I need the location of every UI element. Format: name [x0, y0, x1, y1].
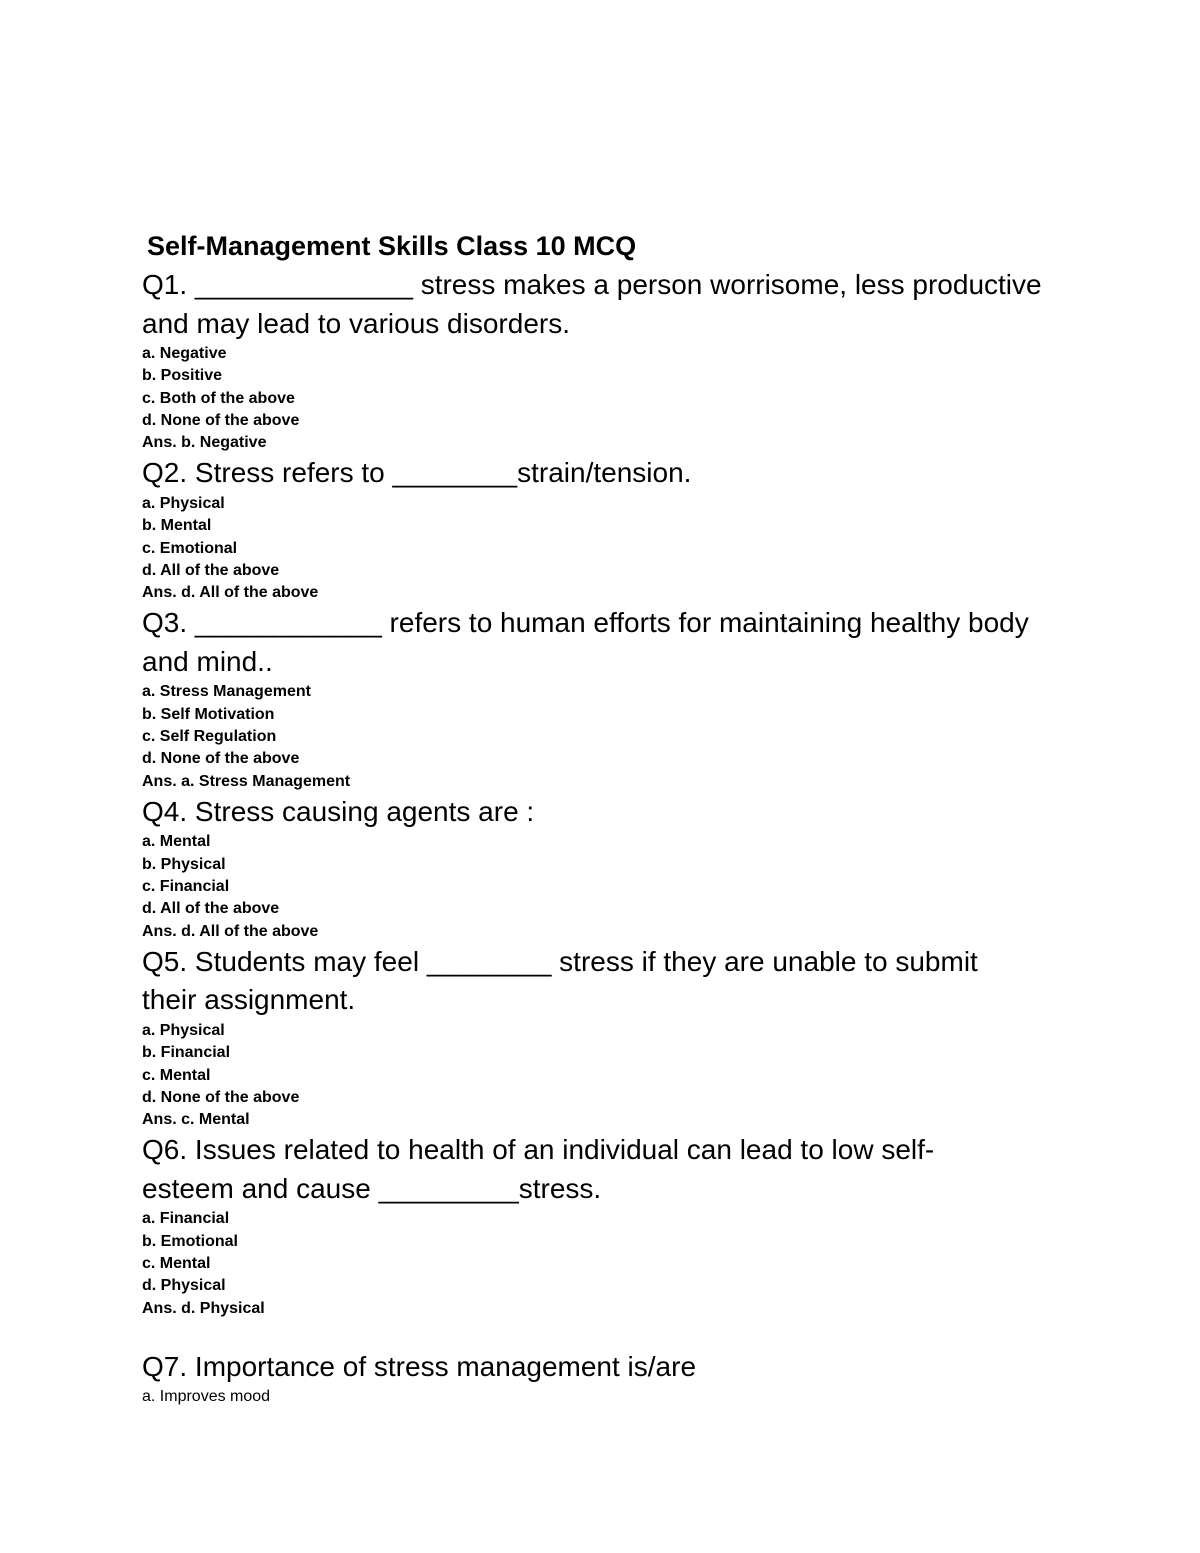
document-title: Self-Management Skills Class 10 MCQ — [147, 231, 637, 261]
question-6 — [142, 1131, 1082, 1319]
option-c: c. Mental — [142, 1066, 211, 1084]
option-d: d. None of the above — [142, 411, 300, 429]
answer: Ans. d. All of the above — [142, 584, 319, 602]
option-d: d. None of the above — [142, 750, 300, 768]
option-d: d. All of the above — [142, 900, 280, 918]
option-a: a. Stress Management — [142, 683, 311, 701]
option-b: b. Emotional — [142, 1232, 238, 1250]
question-5 — [142, 943, 1082, 1131]
question-text: Q1. ______________ stress makes a person worrisome, less productive and may lead to various disorders. — [142, 269, 1042, 339]
question-text: Q4. Stress causing agents are : — [142, 795, 535, 827]
option-b: b. Physical — [142, 855, 226, 873]
option-a: a. Mental — [142, 833, 211, 851]
option-d: d. Physical — [142, 1277, 226, 1295]
question-text: Q3. ____________ refers to human efforts for maintaining healthy body and mind.. — [142, 607, 1029, 677]
option-c: c. Both of the above — [142, 389, 295, 407]
option-a: a. Negative — [142, 345, 227, 362]
option-c: c. Self Regulation — [142, 728, 277, 746]
option-d: d. None of the above — [142, 1088, 300, 1106]
answer: Ans. b. Negative — [142, 434, 267, 452]
answer: Ans. c. Mental — [142, 1111, 250, 1129]
question-2 — [142, 454, 1082, 604]
answer: Ans. a. Stress Management — [142, 772, 351, 790]
option-c: c. Financial — [142, 878, 230, 896]
option-b: b. Financial — [142, 1044, 231, 1062]
option-b: b. Positive — [142, 367, 223, 385]
question-text: Q5. Students may feel ________ stress if they are unable to submit their assignment. — [142, 945, 978, 1016]
option-a: a. Improves mood — [142, 1388, 271, 1406]
option-b: b. Self Motivation — [142, 705, 275, 723]
option-d: d. All of the above — [142, 561, 280, 579]
option-c: c. Mental — [142, 1255, 211, 1273]
question-text: Q2. Stress refers to ________strain/tension. — [142, 457, 692, 489]
answer: Ans. d. All of the above — [142, 922, 319, 940]
question-3 — [142, 604, 1082, 792]
option-c: c. Emotional — [142, 539, 238, 557]
option-a: a. Physical — [142, 494, 225, 512]
question-4 — [142, 793, 1082, 943]
option-a: a. Financial — [142, 1210, 230, 1228]
question-text: Q6. Issues related to health of an individual can lead to low self-esteem and cause _________stress. — [142, 1134, 935, 1204]
question-1 — [142, 266, 1082, 454]
answer: Ans. d. Physical — [142, 1299, 265, 1317]
option-a: a. Physical — [142, 1021, 225, 1039]
document-content — [142, 228, 1082, 1409]
question-text: Q7. Importance of stress management is/are — [142, 1350, 697, 1382]
spacer — [142, 1320, 1082, 1348]
option-b: b. Mental — [142, 517, 212, 535]
question-7 — [142, 1348, 1082, 1409]
